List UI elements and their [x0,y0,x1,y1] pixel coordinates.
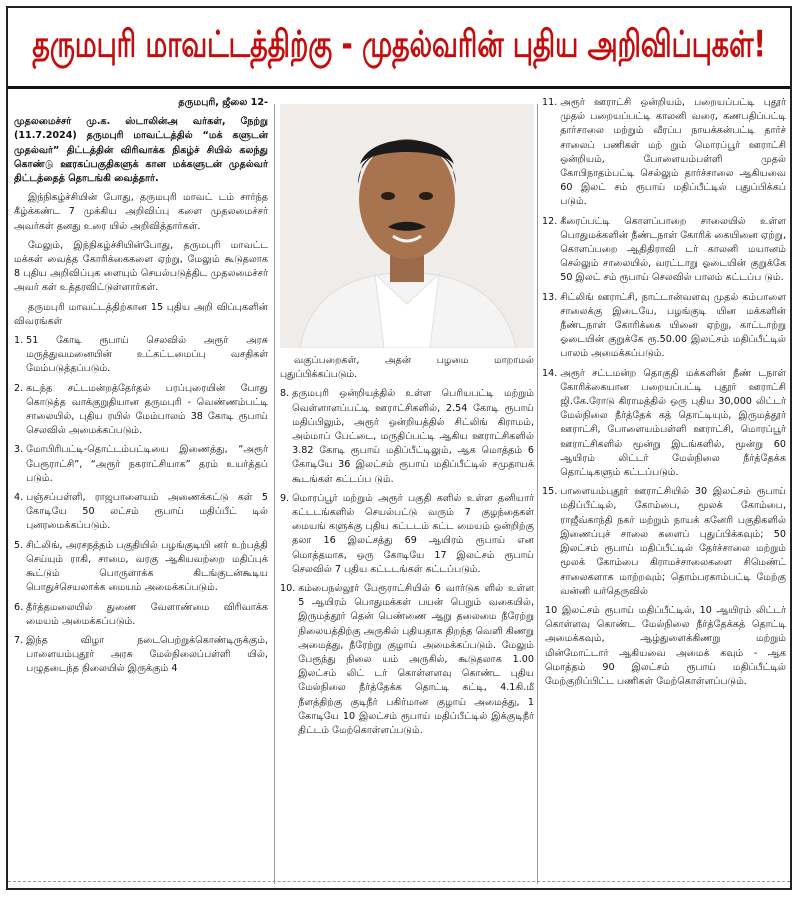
item-number: 8. [280,388,290,400]
announcement-item [542,485,786,599]
item-number: 4. [14,492,24,504]
announcement-item [14,634,268,677]
item-number: 12. [542,215,558,227]
announcement-item [542,291,786,362]
announcement-item [14,539,268,596]
item-number: 5. [14,539,24,551]
announcement-item [542,215,786,286]
item-text: பாளையம்புதூர் ஊராட்சியில் 30 இலட்சம் ரூபாய் மதிப்பீட்டில், கோம்பை, மூலக் கோம்பை, ராஜீவ்காந்தி நகர் மற்றும் நாயக் கனேரி பகுதிகளில் இணைப்புச் சாலை களைப் புதுப்பிக்கவும்; 50 இலட்சம் ரூபாய் மதிப்பீட்டில் தேர்ச்சாலை மற்றும் மூலக் கோம்பை கிராமச்சாலைகளை சிமெண்ட் சாலைகளாக மாற்றவும்; தொம்பரகாம்பட்டி மேற்கு வன்னி யர்தெருவில் [560,486,786,597]
lead-paragraph: முதலமைச்சர் மு.க. ஸ்டாலின்அ வர்கள், நேற்று (11.7.2024) தருமபுரி மாவட்டத்தில் “மக் களுடன் முதல்வர்” திட்டத்தின் விரிவாக்க நிகழ்ச் சியில் கலந்து கொண்டு ஊரகப்பகுதிகளுக் கான மக்களுடன் முதல்வர் திட்டத்தைத் தொடங்கி வைத்தார். [14,116,268,185]
announcement-item [14,382,268,439]
item-number: 15. [542,486,558,498]
announcement-item [14,334,268,377]
item-text: தருமபுரி ஒன்றியத்தில் உள்ள பெரியபட்டி மற்றும் வெள்ளாளப்பட்டி ஊராட்சிகளில், 2.54 கோடி ரூபாய் மதிப்பிலும், அரூர் ஒன்றியத்தில் சிட்லிங் கிராமம், அம்மாப் பேட்டை, மருதிப்பட்டி ஆகிய ஊராட்சிகளில் 3.82 கோடி ரூபாய் மதிப்பீட்டிலும், ஆக மொத்தம் 6 கோடியே 36 இலட்சம் ரூபாய் மதிப்பீட்டில் சமுதாயக் கூடங்கள் கட்டப்ப டும். [292,388,534,485]
announcement-item [280,492,534,577]
item-text: இந்த விழா நடைபெற்றுக்கொண்டிருக்கும், பாளையம்புதூர் அரசு மேல்நிலைப்பள்ளி யில், பழுதடைந்த நிலையில் இருக்கும் 4 [26,634,268,675]
announcement-item [542,367,786,481]
item-text: பஞ்சப்பள்ளி, ராஜபாளையம் அணைக்கட்டு கள் 5 கோடியே 50 லட்சம் ரூபாய் மதிப்பீட் டில் புனரமைக்கப்படும். [26,492,268,532]
announcement-item [280,582,534,738]
item-text: மொரப்பூர் மற்றும் அரூர் பகுதி களில் உள்ள தனியார் கட்டடங்களில் செயல்பட்டு வரும் 7 குழந்தைகள் மையங் களுக்கு புதிய கட்டடம் கட்ட மையம் ஒன்றிற்கு தலா 16 இலட்சத்து 69 ஆயிரம் ரூபாய் என மொத்தமாக, ஒரு கோடியே 17 இலட்சம் ரூபாய் செலவில் 7 புதிய கட்டடங்கள் கட்டப்படும். [292,492,534,575]
bottom-dashed-rule [8,881,790,882]
portrait-photo-icon [280,104,534,348]
news-clipping [6,6,792,890]
item-text: சிட்லிங் ஊராட்சி, நாட்டான்வளவு முதல் கம்பாளை சாலைக்கு இடையே, பழங்குடி யின மக்களின் நீண்டநாள் கோரிக்கை யினை ஏற்று, காட்டாற்று ஓடையின் குறுக்கே ரூ.50.00 இலட்சம் மதிப்பீட்டில் பாலம் அமைக்கப்படும். [560,291,786,360]
paragraph-2: மேலும், இந்நிகழ்ச்சியின்போது, தருமபுரி மாவட்ட மக்கள் வைத்த கோரிக்கைகளை ஏற்று, மேலும் கூடுதலாக 8 புதிய அறிவிப்புக ளையும் செயல்படுத்திட முதலமைச்சர் அவர் கள் உத்தரவிட்டுள்ளார்கள். [14,239,268,294]
item-number: 3. [14,444,24,456]
announcement-list-3 [542,96,786,689]
item-number: 10. [280,583,296,595]
item-text: கம்பைநல்லூர் பேரூராட்சியில் 6 வார்டுக ளில் உள்ள 5 ஆயிரம் பொதுமக்கள் பயன் பெறும் வகையில், இருமத்தூர் தென் பெண்ணை ஆறு தலைமை நீரேற்று நிலையத்திற்கு அருகில் புதியதாக திறந்த வெளி கிணறு அமைத்து, நீரேற்று குழாய் அமைக்கப்படும். மேலும் பேரூந்து நிலை யம் அருகில், கூடுதலாக 1.00 இலட்சம் லிட் டர் கொள்ளளவு கொண்ட புதிய மேல்நிலை நீர்த்தேக்க தொட்டி கட்டி, 4.1கி.மீ நீளத்திற்கு குடிநீர் பகிர்மான குழாய் அமைத்து, 1 கோடியே 10 இலட்சம் ரூபாய் மதிப்பீட்டில் இக்குடிநீர் திட்டம் மேற்கொள்ளப்படும். [298,583,534,737]
headline: தருமபுரி மாவட்டத்திற்கு - முதல்வரின் புதிய அறிவிப்புகள்! [32,23,766,66]
item-text: தீர்த்தமலையில் துணை வேளாண்மை விரிவாக்க மையம் அமைக்கப்படும். [26,601,268,627]
announcement-item [280,387,534,486]
announcement-list-2 [280,387,534,738]
item-number: 14. [542,367,558,379]
item-text: மோபிரிபட்டி-தொட்டம்பட்டியை இணைத்து, “அரூர் பேரூராட்சி”, “அரூர் நகராட்சியாக” தரம் உயர்த்தப் படும். [26,444,268,484]
column-2 [280,354,534,743]
column-1 [14,96,268,682]
column-rule-2 [537,104,538,884]
dateline: தருமபுரி, ஜீலை 12- [178,97,268,108]
item-number: 7. [14,634,24,646]
item-text: கடந்த சட்டமன்றத்தேர்தல் பரப்புரையின் போது கொடுத்த வாக்குறுதியான தருமபுரி - வெண்ணம்பட்டி சாலையில், புதிய ரயில் மேம்பாலம் 38 கோடி ரூபாய் செலவில் அமைக்கப்படும். [26,382,268,437]
item-number: 11. [542,97,558,108]
item-text: அரூர் சட்டமன்ற தொகுதி மக்களின் நீண் டநாள் கோரிக்கையான பறையப்பட்டி புதூர் ஊராட்சி ஜி.கே.ரோடு கிராமத்தில் ஒரு புதிய 30,000 லிட்டர் மேல்நிலை நீர்த்தேக் கத் தொட்டியும், இருமத்தூர் ஊராட்சி, போளையம்பள்ளி ஊராட்சி, மொரப்பூர் ஊராட்சிகளில் மூன்று இடங்களில், மூன்று 60 ஆயிரம் லிட்டர் மேல்நிலை நீர்த்தேக்க தொட்டிகளும் கட்டப்படும். [560,367,786,479]
announcement-item [14,491,268,534]
item-number: 9. [280,492,290,504]
item-text: கீரைப்பட்டி கொளப்பாறை சாலையில் உள்ள பொதுமக்களின் நீண்டநாள் கோரிக் கையினை ஏற்று, கொளப்பறை ஆதிதிராவி டர் காலனி மயானம் செல்லும் சாலையில், வரட்டாறு ஓடையின் குறுக்கே 50 இலட் சம் ரூபாய் செலவில் பாலம் கட்டப்ப டும். [560,215,786,284]
announcement-item [14,443,268,486]
item-text: 10 இலட்சம் ரூபாய் மதிப்பீட்டில், 10 ஆயிரம் லிட்டர் கொள்ளவு கொண்ட மேல்நிலை நீர்த்தேக்கத் தொட்டி அமைக்கவும், ஆழ்துளைக்கிணறு மற்றும் மின்மோட்டார் ஆகியவை அமைக் கவும் - ஆக மொத்தம் 90 இலட்சம் ரூபாய் மதிப்பீட்டில் மேற்குறிப்பிட்ட பணிகள் மேற்கொள்ளப்படும். [545,604,786,687]
item-number: 13. [542,291,558,303]
paragraph-1: இந்நிகழ்ச்சியின் போது, தருமபுரி மாவட் டம் சார்ந்த கீழ்க்கண்ட 7 முக்கிய அறிவிப்பு களை முதலமைச்சர் அவர்கள் தனது உரை யில் அறிவித்தார்கள். [14,192,268,232]
item-number: 1. [14,335,24,347]
announcement-item [542,604,786,689]
item-text: சிட்லிங், அரசநத்தம் பகுதியில் பழங்குடியி னர் உற்பத்தி செய்யும் ராகி, சாமை, வரகு ஆகியவற்றை மதிப்புக் கூட்டும் பொருளாக்க கிடங்குடன்கூடிய பொதுச்செயலாக்க மையம் அமைக்கப்படும். [26,539,268,594]
announcement-list-1 [14,334,268,676]
headline-banner [8,8,790,89]
portrait-photo [280,104,534,348]
item-text: அரூர் ஊராட்சி ஒன்றியம், பறையப்பட்டி புதூர் முதல் பறையப்பட்டி காலனி வரை, கணபதிப்பட்டி தார்சாலை மற்றும் வீரப்ப நாயக்கன்பட்டி தார்ச் சாலைப் பணிகள் மற் றும் மொரப்பூர் ஊராட்சி ஒன்றியம், போளையம்பள்ளி முதல் கோபிநாதம்பட்டி செல்லும் தார்ச்சாலை ஆகியவை 60 இலட் சம் ரூபாய் மதிப்பீட்டில் புதுப்பிக்கப் படும். [560,97,786,208]
paragraph-3: தருமபுரி மாவட்டத்திற்கான 15 புதிய அறி விப்புகளின் விவரங்கள் [14,301,268,327]
item-number: 2. [14,382,24,394]
item-text: 51 கோடி ரூபாய் செலவில் அரூர் அரசு மருத்துவமனையின் உட்கட்டமைப்பு வசதிகள் மேம்படுத்தப்படும். [26,335,268,375]
item-number: 6. [14,601,24,613]
announcement-item [542,96,786,210]
continuation-text: வகுப்பறைகள், அதன் பழமை மாறாமல் புதுப்பிக்கப்படும். [280,355,534,381]
column-3 [542,96,786,694]
column-rule-1 [274,104,275,884]
announcement-item [14,601,268,629]
